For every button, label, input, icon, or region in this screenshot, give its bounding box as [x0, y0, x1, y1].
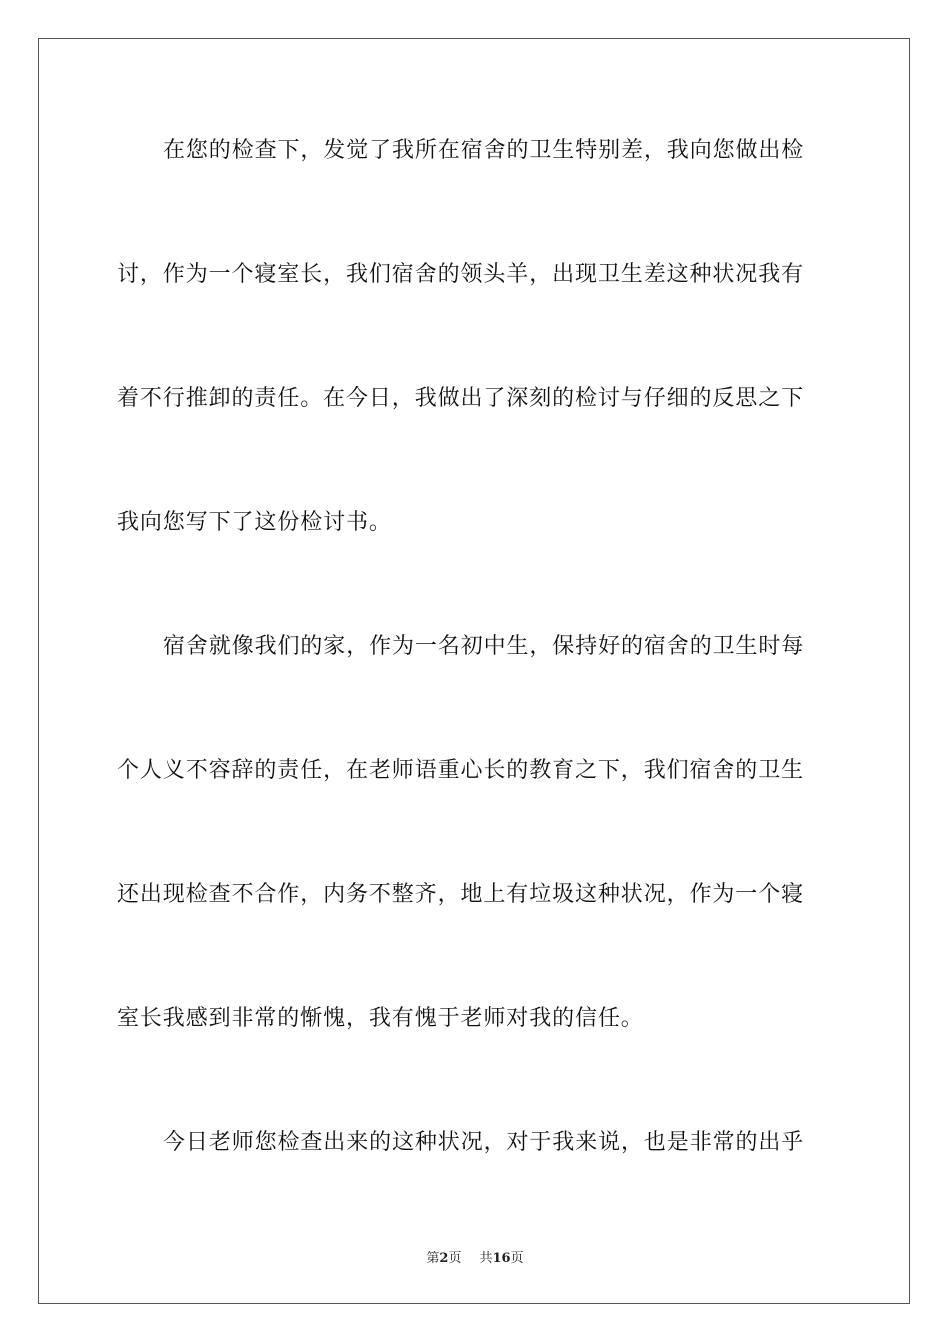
paragraph-2-line-3: 还出现检查不合作，内务不整齐，地上有垃圾这种状况，作为一个寝 [117, 882, 805, 907]
total-prefix: 共 [479, 1251, 493, 1266]
paragraph-1-line-1: 在您的检查下，发觉了我所在宿舍的卫生特别差，我向您做出检 [163, 138, 805, 163]
paragraph-1-line-3: 着不行推卸的责任。在今日，我做出了深刻的检讨与仔细的反思之下 [117, 386, 805, 411]
paragraph-2-line-2: 个人义不容辞的责任，在老师语重心长的教育之下，我们宿舍的卫生 [117, 758, 805, 783]
page-prefix: 第 [426, 1251, 440, 1266]
page-footer [0, 1247, 950, 1266]
page-suffix: 页 [448, 1251, 462, 1266]
total-pages: 16 [492, 1251, 511, 1266]
page-number: 2 [439, 1251, 449, 1266]
paragraph-1-line-2: 讨，作为一个寝室长，我们宿舍的领头羊，出现卫生差这种状况我有 [117, 262, 805, 287]
total-suffix: 页 [510, 1251, 524, 1266]
paragraph-2-line-4: 室长我感到非常的惭愧，我有愧于老师对我的信任。 [117, 1006, 644, 1031]
page-border [38, 38, 910, 1304]
paragraph-3-line-1: 今日老师您检查出来的这种状况，对于我来说，也是非常的出乎 [163, 1130, 805, 1155]
paragraph-2-line-1: 宿舍就像我们的家，作为一名初中生，保持好的宿舍的卫生时每 [163, 634, 805, 659]
paragraph-1-line-4: 我向您写下了这份检讨书。 [117, 510, 392, 535]
